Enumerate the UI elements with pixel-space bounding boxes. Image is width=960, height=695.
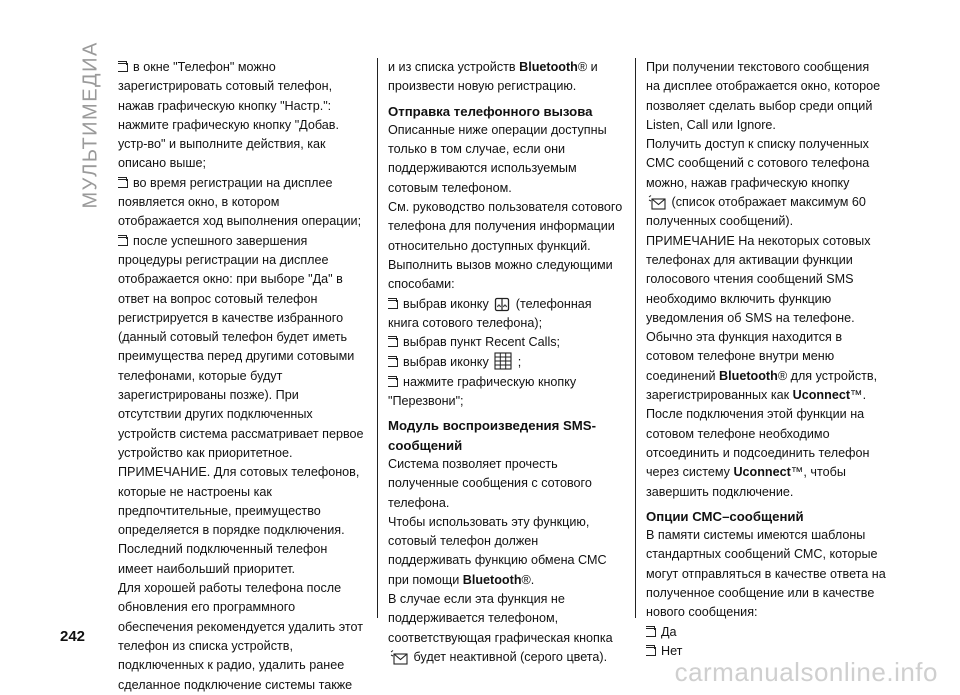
text: Получить доступ к списку полученных СМС сообщений с сотового телефона можно, нажав графическую кнопку [646, 137, 870, 190]
text: ™, чтобы завершить подключение. [646, 465, 846, 499]
text: ®. [521, 572, 535, 587]
column-divider [635, 58, 636, 618]
bullet-text: во время регистрации на дисплее появляется окно, в котором отображается ход выполнения операции; [118, 175, 362, 229]
paragraph: В памяти системы имеются шаблоны стандартных сообщений СМС, которые могут отправляться в качестве ответа на полученное сообщение или в качестве нового сообщения: [646, 528, 886, 620]
paragraph [646, 135, 886, 231]
bullet-text: выбрав иконку [403, 296, 489, 311]
text: будет неактивной (серого цвета). [413, 649, 608, 664]
bullet-item [646, 623, 886, 642]
paragraph: При получении текстового сообщения на дисплее отображается окно, которое позволяет сделать выбор среди опций Listen, Call или Ignore. [646, 60, 881, 132]
bullet-icon [118, 63, 128, 72]
bullet-icon [646, 628, 656, 637]
page-number: 242 [60, 628, 86, 645]
bullet-item [388, 352, 624, 372]
bullet-icon [118, 179, 128, 188]
paragraph: Для хорошей работы телефона после обновления его программного обеспечения рекомендуется удалить этот телефон из списка устройств, подключенных к радио, удалить ранее сделанное подключение системы также [118, 581, 363, 692]
text-column-3 [646, 58, 886, 661]
side-title-text: МУЛЬТИМЕДИА [79, 41, 102, 209]
text: и из списка устройств [388, 60, 520, 74]
text-column-1 [118, 58, 364, 695]
text-column-2 [388, 58, 624, 667]
paragraph: Выполнить вызов можно следующими способами: [388, 257, 613, 292]
paragraph [646, 232, 886, 406]
text: ® для устройств, зарегистрированных как [646, 368, 878, 403]
paragraph [646, 405, 886, 501]
column-divider [377, 58, 378, 618]
bullet-text: Нет [661, 643, 683, 658]
paragraph: ПРИМЕЧАНИЕ. Для сотовых телефонов, которые не настроены как предпочтительные, преимущество определяется в порядке подключения. Последний подключенный телефон имеет наибольший приоритет. [118, 465, 360, 576]
bullet-icon [388, 378, 398, 387]
text: ПРИМЕЧАНИЕ На некоторых сотовых телефонах для активации функции голосового чтения сообщений SMS необходимо включить функцию уведомления об SMS на телефоне. Обычно эта функция находится в сотовом телефоне внутри меню соединений [646, 233, 871, 383]
paragraph: Система позволяет прочесть полученные сообщения с сотового телефона. [388, 456, 592, 510]
bullet-item [388, 295, 624, 334]
text: ® и произвести новую регистрацию. [388, 60, 598, 94]
bullet-text: Да [661, 624, 677, 639]
bullet-item [118, 174, 364, 232]
brand-text: Bluetooth [519, 60, 578, 74]
paragraph: См. руководство пользователя сотового телефона для получения информации относительно доступных функций. [388, 200, 623, 253]
text: ™. [850, 388, 867, 403]
watermark-text: carmanualsonline.info [674, 657, 938, 687]
text: После подключения этой функции на сотовом телефоне необходимо отсоединить и подсоединить телефон через систему [646, 407, 870, 480]
bullet-item [388, 373, 624, 412]
section-heading: Модуль воспроизведения SMS-сообщений [388, 418, 596, 453]
bullet-item [388, 333, 624, 352]
sms-envelope-icon [648, 195, 666, 210]
text: (список отображает максимум 60 полученных сообщений). [646, 195, 866, 229]
bullet-text: выбрав иконку [403, 355, 489, 370]
bullet-text: нажмите графическую кнопку "Перезвони"; [388, 374, 577, 409]
paragraph: Описанные ниже операции доступны только в том случае, если они поддерживаются используемым сотовым телефоном. [388, 122, 607, 195]
bullet-item [118, 232, 364, 464]
sms-envelope-icon [390, 650, 408, 665]
bullet-icon [388, 338, 398, 347]
bullet-icon [388, 358, 398, 367]
paragraph [388, 590, 624, 667]
phonebook-icon [494, 297, 510, 312]
bullet-icon [118, 237, 128, 246]
section-heading: Отправка телефонного вызова [388, 103, 593, 119]
section-side-title [78, 41, 104, 210]
brand-text: Uconnect [733, 465, 791, 480]
bullet-text: выбрав пункт Recent Calls; [403, 335, 561, 350]
bullet-text: после успешного завершения процедуры регистрации на дисплее отображается окно: при выборе "Да" в ответ на вопрос сотовый телефон регистрируется в качестве избранного (данный сотовый телефон будет иметь преимущества перед другими сотовыми телефонами, которые будут зарегистрированы позже). При отсутствии других подключенных устройств система рассматривает первое устройство как приоритетное. [118, 233, 364, 460]
bullet-icon [646, 647, 656, 656]
bullet-text: ; [517, 355, 522, 370]
bullet-text: (телефонная книга сотового телефона); [388, 296, 592, 330]
bullet-item [118, 58, 364, 174]
text: В случае если эта функция не поддерживается телефоном, соответствующая графическая кнопка [388, 592, 613, 645]
bullet-text: в окне "Телефон" можно зарегистрировать сотовый телефон, нажав графическую кнопку "Настр.": нажмите графическую кнопку "Добав. устр-во" и выполните действия, как описано выше; [118, 60, 339, 171]
bullet-icon [388, 300, 398, 309]
paragraph [388, 513, 624, 590]
brand-text: Uconnect [792, 388, 851, 403]
brand-text: Bluetooth [462, 572, 522, 587]
section-heading: Опции СМС–сообщений [646, 508, 804, 524]
text: Чтобы использовать эту функцию, сотовый телефон должен поддерживать функцию обмена СМС при помощи [388, 514, 607, 587]
brand-text: Bluetooth [719, 368, 778, 383]
paragraph [388, 58, 624, 97]
keypad-icon [494, 352, 512, 370]
